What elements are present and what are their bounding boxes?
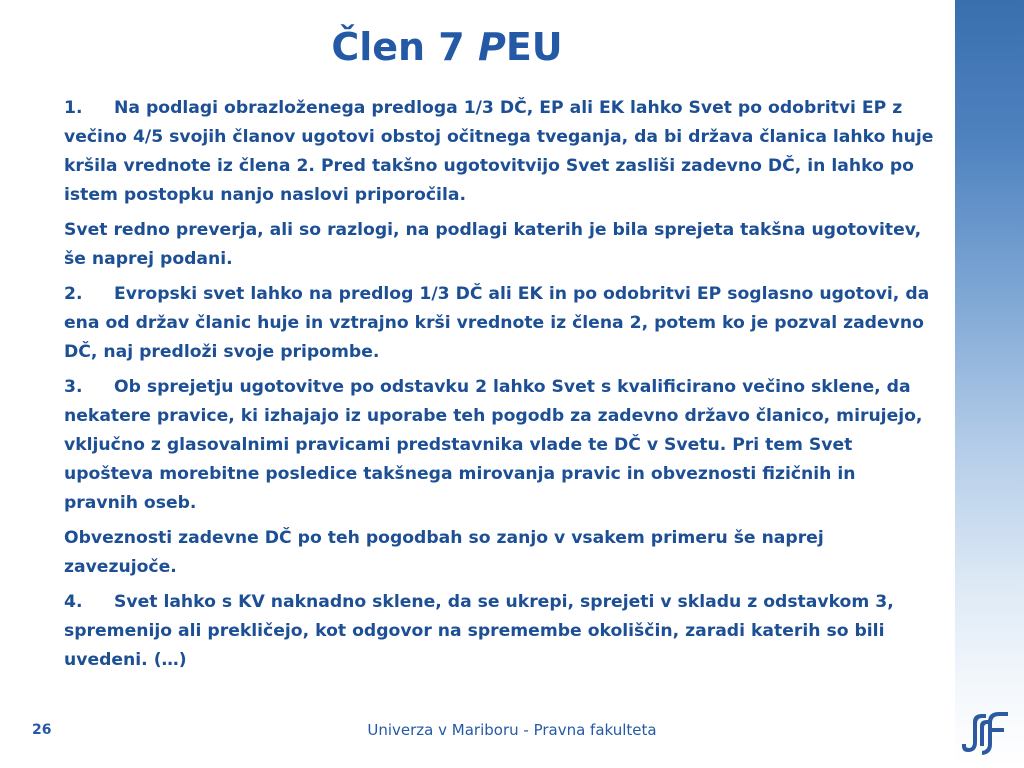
paragraph-text: Na podlagi obrazloženega predloga 1/3 DČ, EP ali EK lahko Svet po odobritvi EP z večino 4/5 svojih članov ugotovi obstoj očitnega tveganja, da bi država članica lahko huje kršila vrednote iz člena 2. Pred takšno ugotovitvijo Svet zasliši zadevno DČ, in lahko po istem postopku nanjo naslovi priporočila. — [64, 98, 934, 205]
slide-title — [0, 24, 894, 70]
paragraph-text: Ob sprejetju ugotovitve po odstavku 2 lahko Svet s kvalificirano večino sklene, da nekatere pravice, ki izhajajo iz uporabe teh pogodb za zadevno državo članico, mirujejo, vključno z glasovalnimi pravicami predstavnika vlade te DČ v Svetu. Pri tem Svet upošteva morebitne posledice takšnega mirovanja pravic in obveznosti fizičnih in pravnih oseb. — [64, 377, 923, 513]
paragraph-number: 4. — [64, 592, 83, 612]
title-suffix: EU — [505, 25, 563, 69]
paragraph-text: Svet redno preverja, ali so razlogi, na podlagi katerih je bila sprejeta takšna ugotovitev, še naprej podani. — [64, 220, 922, 269]
paragraph-3-continuation — [64, 524, 934, 582]
footer-institution: Univerza v Mariboru - Pravna fakulteta — [367, 721, 657, 739]
paragraph-1 — [64, 94, 934, 210]
paragraph-text: Evropski svet lahko na predlog 1/3 DČ ali EK in po odobritvi EP soglasno ugotovi, da ena od držav članic huje in vztrajno krši vrednote iz člena 2, potem ko je pozval zadevno DČ, naj predloži svoje pripombe. — [64, 284, 930, 362]
paragraph-1-continuation — [64, 216, 934, 274]
title-prefix: Člen 7 — [331, 25, 478, 69]
paragraph-number: 3. — [64, 377, 83, 397]
page-number: 26 — [32, 722, 52, 738]
side-gradient-band — [955, 0, 1024, 768]
slide-body — [64, 94, 934, 681]
paragraph-number: 2. — [64, 284, 83, 304]
paragraph-2 — [64, 280, 934, 367]
paragraph-number: 1. — [64, 98, 83, 118]
paragraph-text: Svet lahko s KV naknadno sklene, da se ukrepi, sprejeti v skladu z odstavkom 3, spremenijo ali prekličejo, kot odgovor na spremembe okoliščin, zaradi katerih so bili uvedeni. (…) — [64, 592, 894, 670]
paragraph-text: Obveznosti zadevne DČ po teh pogodbah so zanjo v vsakem primeru še naprej zavezujoče. — [64, 528, 824, 577]
paragraph-3 — [64, 373, 934, 518]
paragraph-4 — [64, 588, 934, 675]
pf-logo-icon — [958, 708, 1014, 760]
title-italic-letter: P — [477, 25, 506, 69]
